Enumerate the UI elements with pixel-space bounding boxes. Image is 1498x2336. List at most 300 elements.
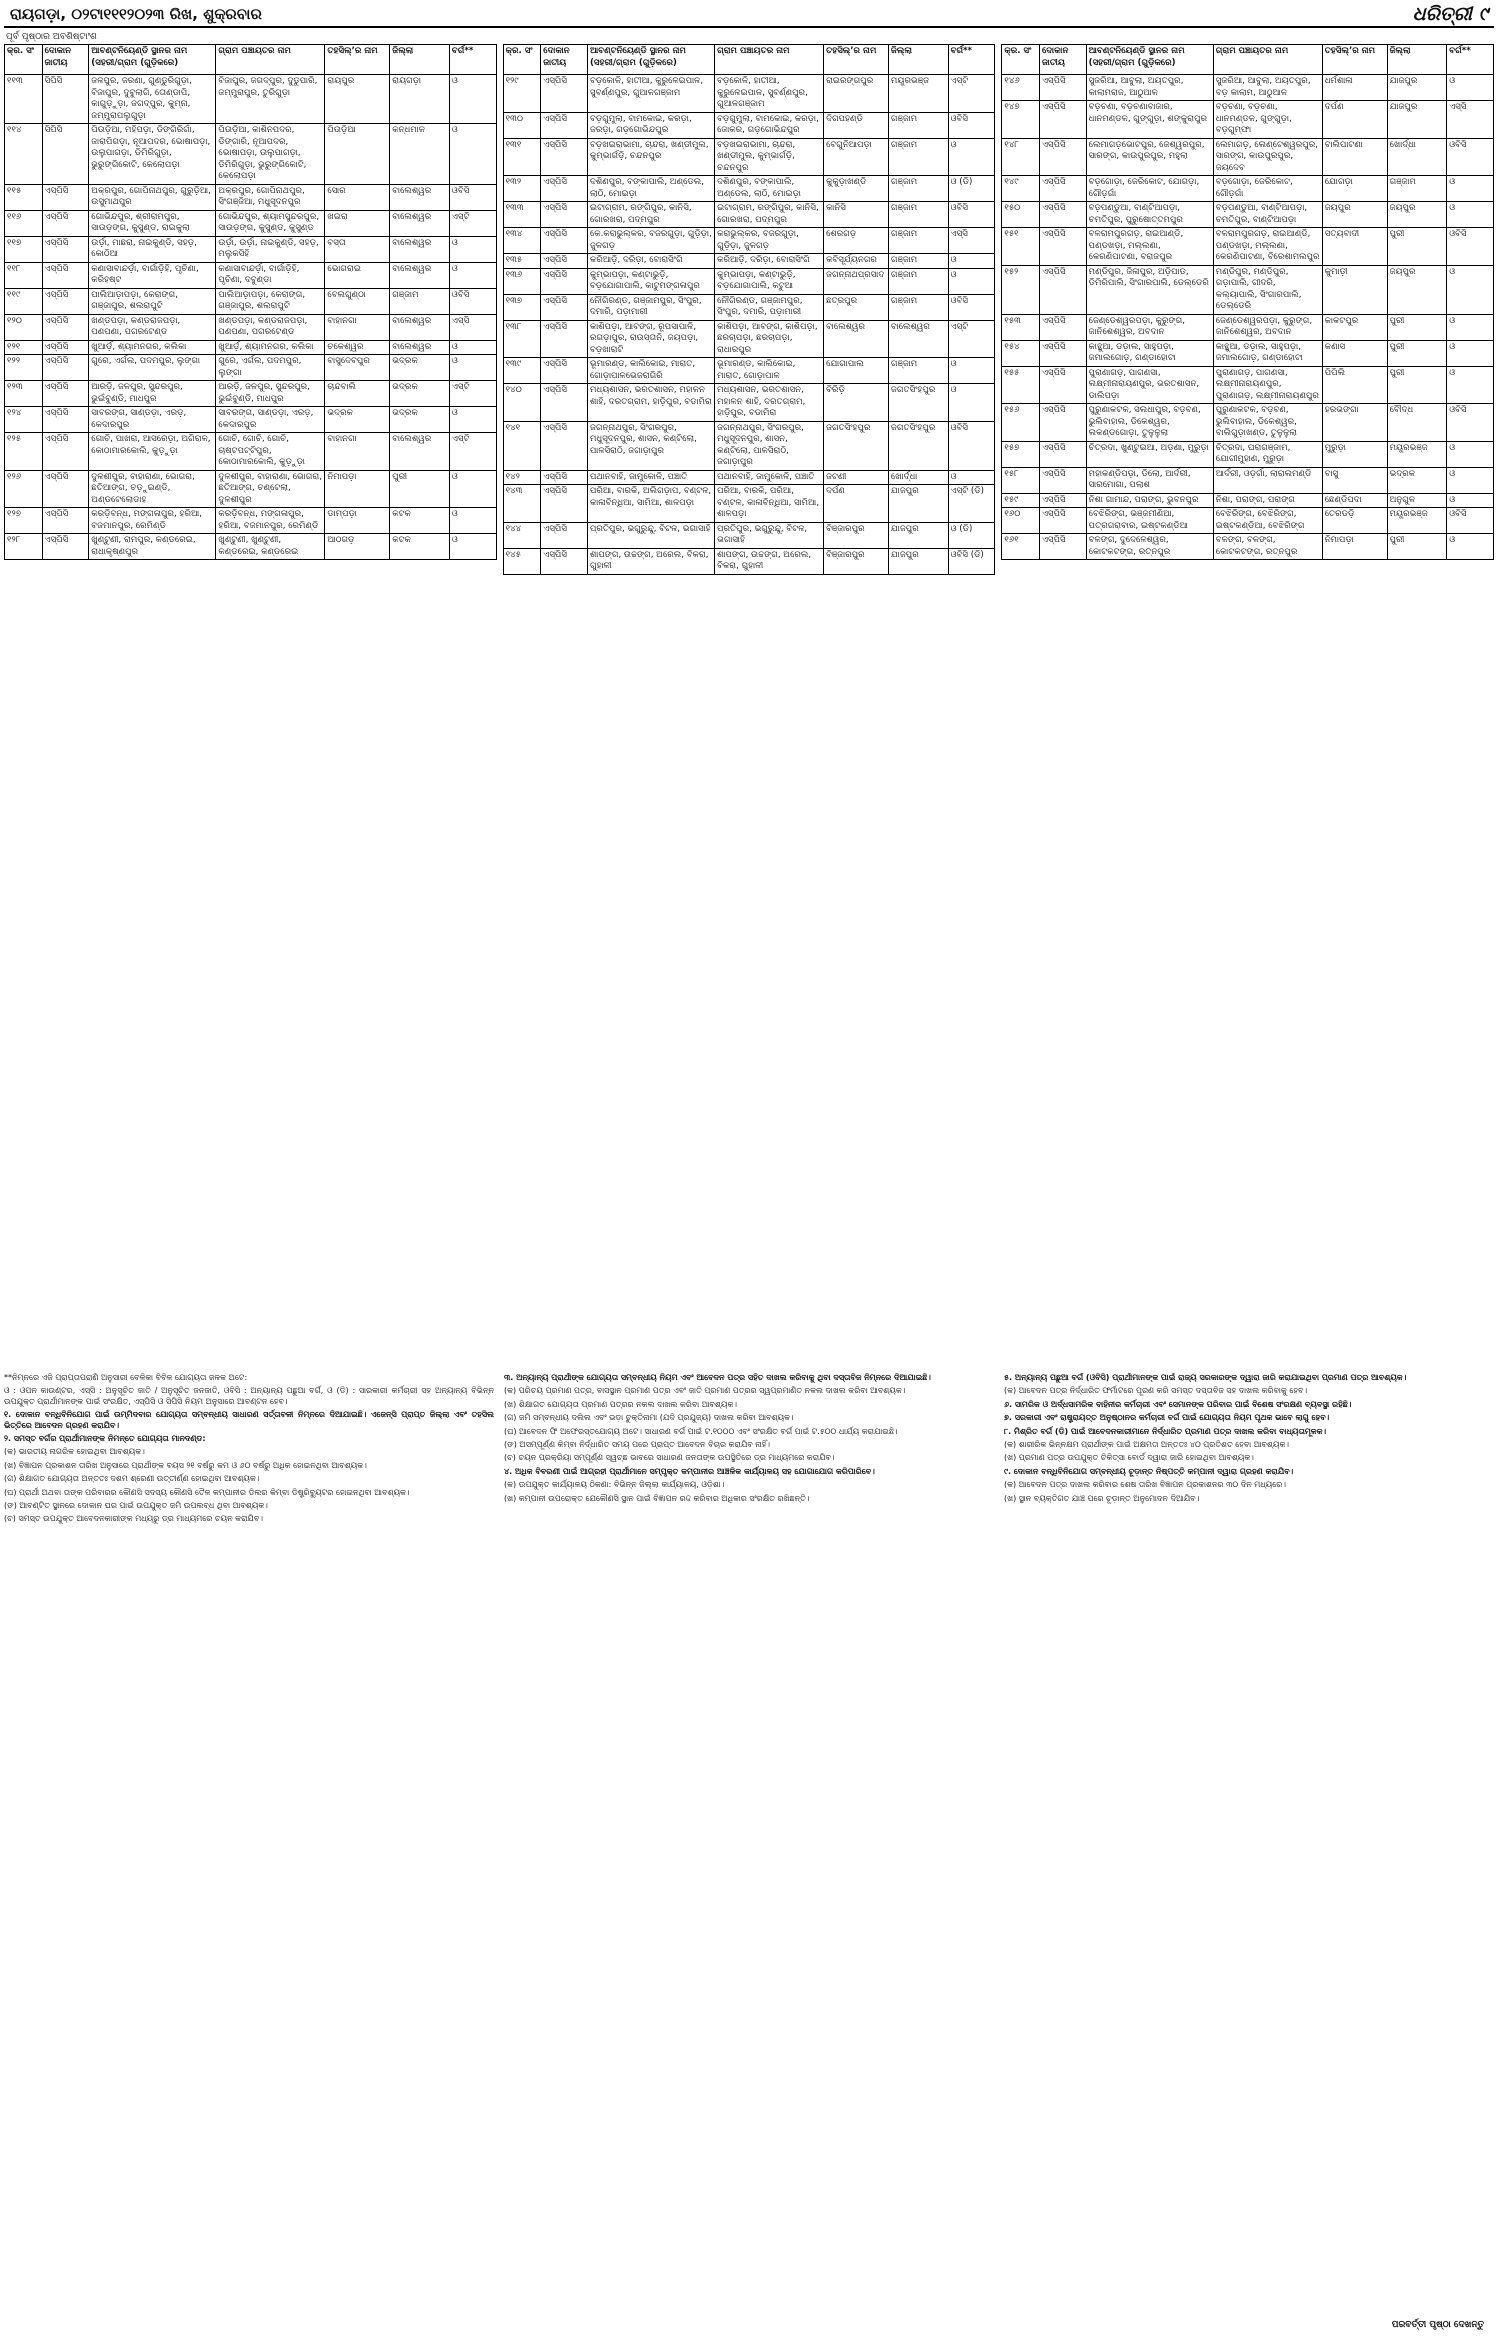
cell-type: ଏସ୍‌ପିସି	[42, 262, 89, 288]
cell-area: ପାଲିଆଡ଼ାପଡ଼ା, କେରାଙ୍ଗ, ଗଞ୍ଜାପୁର, ଶଲରାପୁଟି	[89, 288, 216, 314]
cell-district: ଜୟପୁର	[1387, 202, 1447, 228]
note-paragraph: ୫. ଅନ୍ୟାନ୍ୟ ପଛୁଆ ବର୍ଗ (ଓବିସି) ପ୍ରାର୍ଥୀମାନଙ୍କ ପାଇଁ ରାଜ୍ୟ ସରକାରଙ୍କ ଦ୍ୱାରା ଜାରି କରାଯାଇଥିବା ପ୍ରମାଣ ପତ୍ର ଆବଶ୍ୟକ।	[1004, 1373, 1407, 1382]
cell-tehsil: ଯୋଗଡ଼ା	[1322, 176, 1387, 202]
cell-area: ଗୁରେ, ଏର୍ଗଲ, ପଦମପୁର, ଲୁଙ୍ଗା	[89, 355, 216, 381]
cell-category: ଓ	[449, 340, 496, 355]
cell-sl: ୧୧୮	[5, 262, 43, 288]
column-header-tehsil: ତହସିଲ୍’ର ନାମ	[824, 45, 889, 75]
cell-gp: ଗୁରେ, ଏର୍ଗଲ, ପଦମପୁର, ଲୁଙ୍ଗା	[216, 355, 325, 381]
cell-sl: ୧୧୯	[5, 288, 43, 314]
table-row	[1002, 508, 1494, 534]
cell-type: ଏସ୍‌ପିସି	[42, 534, 89, 560]
table-body	[1002, 75, 1494, 560]
cell-district: କଟକ	[390, 534, 450, 560]
table-row	[503, 176, 995, 202]
cell-type: ଏସ୍‌ପିସି	[42, 184, 89, 210]
cell-sl: ୧୬୦	[1002, 508, 1040, 534]
column-header-gp: ଗ୍ରାମ ପଞ୍ଚାୟତର ନାମ	[216, 45, 325, 75]
note-paragraph: (ଚ) ସମସ୍ତ ଉପଯୁକ୍ତ ଆବେଦନକାରୀଙ୍କ ମଧ୍ୟରୁ ଡ୍ର ମାଧ୍ୟମରେ ଚୟନ କରାଯିବ।	[4, 1514, 263, 1524]
notes-column-1	[4, 1373, 494, 2325]
cell-category: ଓ	[1447, 340, 1494, 366]
cell-area: ଇଟାଗ୍ରାମ, ରଙ୍ଗିପୁର, କାନିସି, ଗୋରଖରା, ପଦ୍ମପୁର	[587, 202, 714, 228]
cell-gp: କଣାସାବାନ୍ଦର୍ଡ଼ା, ବାର୍ଗାଡ଼ିହି, ପୃଚିଣା, ଦବୁଣ୍ଡା	[216, 262, 325, 288]
cell-tehsil: ସୋର	[325, 184, 390, 210]
column-header-area: ଆବଣ୍ଟନିୟେଣ୍ଡି ସ୍ଥାନର ନାମ (ସହରୀ/ଗ୍ରାମ (ଗୁଡ଼ିକରେ)	[89, 45, 216, 75]
table-row	[1002, 366, 1494, 404]
cell-sl: ୧୫୦	[1002, 202, 1040, 228]
cell-category: ଏସ୍‌ଟି	[948, 320, 995, 358]
note-paragraph: (କ) ଶାରୀରିକ ଭିନ୍ନକ୍ଷମ ପ୍ରାର୍ଥୀଙ୍କ ପାଇଁ ଅକ୍ଷମତା ଅନ୍ତତଃ ୪୦ ପ୍ରତିଶତ ହେବା ଆବଶ୍ୟକ।	[1004, 1440, 1289, 1450]
cell-district: ଯାଜପୁର	[888, 485, 948, 523]
cell-district: ଖୋର୍ଦ୍ଧା	[1387, 138, 1447, 176]
cell-type: ଏସ୍‌ପିସି	[42, 236, 89, 262]
cell-category: ଓବିସି	[1447, 228, 1494, 266]
cell-gp: ଅକ୍ରପୁର, ଗୋପିନାଥପୁର, ସିଂଗଞ୍ଜିଆ, ମଧୁସୂଦନପୁର	[216, 184, 325, 210]
cell-gp: ଦଶିଣପୁର, ବଙ୍କାପାଲି, ଅଣ୍ଡେଲ, ଲାଠି, ମୋଇଡ଼ା	[715, 176, 824, 202]
note-paragraph: ଓ : ଓପନ କାଉଣ୍ଟର, ଏସ୍‌ସି : ଅନୁସୂଚିତ ଜାତି / ଅନୁସୂଚିତ ଜନଜାତି, ଓବିସି : ଅନ୍ୟାନ୍ୟ ପଛୁଆ ବର୍ଗ, ଓ (ଡି) : ସାରକାରୀ କର୍ମଚାରୀ ସହ ଅନ୍ୟାନ୍ୟ ବିଭିନ୍ନ ଉପଯୁକ୍ତ ପ୍ରାର୍ଥୀମାନଙ୍କ ପାଇଁ ସଂରକ୍ଷିତ, ଏସ୍‌ପିସି ଓ ସିପିସି ନିୟମ ଅନୁସାରେ ଆବଣ୍ଟନ ହେବ।	[4, 1386, 494, 1406]
cell-type: ଏସ୍‌ପିସି	[541, 294, 588, 320]
cell-type: ସିପିସି	[42, 124, 89, 185]
cell-category: ଏସ୍‌ସି	[449, 314, 496, 340]
cell-category: ଏସ୍‌ଟି	[449, 210, 496, 236]
cell-sl: ୧୪୪	[503, 522, 541, 548]
cell-category: ଓବିସି	[948, 294, 995, 320]
note-paragraph: **ନିମ୍ନରେ ଏଜି ପ୍ରାପ୍ତାପରାଣି ଅନୁସାରୀ ବେଳିକା ବିବିଳ ଯୋଗ୍ୟତା ଜଳକ ଅଟେ:	[4, 1373, 248, 1382]
table-header-row	[5, 45, 497, 75]
cell-tehsil: ଡାମ୍ପଡ଼ା	[325, 508, 390, 534]
cell-category: ଓ	[449, 508, 496, 534]
cell-sl: ୧୫୭	[1002, 441, 1040, 467]
dateline: ରାୟଗଡ଼ା, ୦୨ଟା୧୧୧୨୦୨୩ ରିଖ, ଶୁକ୍ରବାର	[10, 5, 262, 23]
column-header-district: ଜିଲ୍ଲା	[390, 45, 450, 75]
cell-tehsil: କୁକୁଡ଼ାଖଣ୍ଡି	[824, 176, 889, 202]
cell-gp: ବଳରାମପୁରଗଡ଼, ରାଇଆଣ୍ଡି, ପଣ୍ଡଖଡ଼ା, ମଲ୍ଲଣା, କେରଣିପାଟଣା, ବିରେଶାମଲପୁର	[1213, 228, 1322, 266]
cell-category: ଓ	[1447, 202, 1494, 228]
table-row	[1002, 493, 1494, 508]
cell-type: ଏସ୍‌ପିସି	[1039, 441, 1086, 467]
cell-gp: ଖୁଣ୍ଟୁଣୀ, ଖୁଣ୍ଟୁଣୀ, କଣ୍ଡରେଇ, କଣ୍ଡରେଇ	[216, 534, 325, 560]
column-header-area: ଆବଣ୍ଟନିୟେଣ୍ଡି ସ୍ଥାନର ନାମ (ସହରୀ/ଗ୍ରାମ (ଗୁଡ଼ିକରେ)	[587, 45, 714, 75]
cell-district: ପୁରୀ	[1387, 228, 1447, 266]
cell-tehsil: ବାସୁ	[1322, 467, 1387, 493]
table-row	[5, 210, 497, 236]
cell-tehsil: କବିସୂର୍ଯ୍ୟନଗର	[824, 254, 889, 269]
cell-type: ଏସ୍‌ପିସି	[42, 470, 89, 508]
cell-gp: ଖଣ୍ଡପଡ଼ା, କଣ୍ଡରାଜପଡ଼ା, ପଣପଣା, ପଗରଟେଣ୍ଡ	[216, 314, 325, 340]
cell-area: କରିଆଡ଼ି, ଦରିଡ଼ା, ବୋରାସିଂଗି	[587, 254, 714, 269]
column-header-tehsil: ତହସିଲ୍’ର ନାମ	[1322, 45, 1387, 75]
cell-gp: ଆର୍ଦରୀ, ଓଡ଼ର୍ଗା, ଲାରାଲମଣ୍ଡି	[1213, 467, 1322, 493]
cell-gp: ଲେମାଗଡ଼, ଲେଣ୍ଟେଶ୍ୱରପୁର, ସାରଙ୍ଗ, କାଉପୁରପୁର, ଜୟଦେବ	[1213, 138, 1322, 176]
cell-gp: ପାଲିଆଡ଼ାପଡ଼ା, କେରାଙ୍ଗ, ଗଞ୍ଜାପୁର, ଶଲରାପୁଟି	[216, 288, 325, 314]
cell-category: ଓ (ଡି)	[948, 522, 995, 548]
cell-district: କନ୍ଧମାଳ	[390, 124, 450, 185]
cell-tehsil: କାନିସି	[824, 202, 889, 228]
table-row	[1002, 138, 1494, 176]
cell-sl: ୧୫୫	[1002, 366, 1040, 404]
cell-sl: ୧୧୩	[5, 75, 43, 124]
cell-district: ଗଞ୍ଜାମ	[888, 268, 948, 294]
cell-district: ବାଲେଶ୍ୱର	[390, 340, 450, 355]
cell-category: ଏସ୍‌ସି	[948, 228, 995, 254]
column-header-category: ବର୍ଗ**	[948, 45, 995, 75]
table-row	[503, 485, 995, 523]
column-header-sl: କ୍ର. ସଂ	[503, 45, 541, 75]
cell-district: ଗଞ୍ଜାମ	[888, 358, 948, 384]
notes-column-2	[504, 1373, 994, 2325]
cell-district: କଟକ	[390, 508, 450, 534]
cell-sl: ୧୩୩	[503, 202, 541, 228]
cell-tehsil: ନିମାପଡ଼ା	[325, 470, 390, 508]
cell-category: ଏସ୍‌ଟି	[948, 75, 995, 113]
cell-type: ଏସ୍‌ପିସି	[1039, 265, 1086, 314]
cell-tehsil: ଛତ୍ରପୁର	[824, 294, 889, 320]
cell-type: ଏସ୍‌ପିସି	[1039, 101, 1086, 139]
cell-category: ଓ	[948, 358, 995, 384]
cell-type: ଏସ୍‌ପିସି	[1039, 534, 1086, 560]
cell-area: ବଳଙ୍ଗ, ଦୁଦେଳେଶ୍ୱର, କୋଟକଟଙ୍ଗ, ରତ୍ନପୁର	[1086, 534, 1213, 560]
cell-gp: ପଥାନବାହି, ଜାମୁକୋଳି, ପଞ୍ଚାତି	[715, 470, 824, 485]
note-paragraph: (ଗ) ଜମି ସମ୍ବନ୍ଧୀୟ ଦଲିଲ ଏବଂ ଭଡ଼ା ଚୁକ୍ତିନାମା (ଯଦି ପ୍ରଯୁଜ୍ୟ) ଦାଖଲ କରିବା ଆବଶ୍ୟକ।	[504, 1413, 794, 1423]
cell-type: ଏସ୍‌ପିସି	[541, 75, 588, 113]
column-header-category: ବର୍ଗ**	[1447, 45, 1494, 75]
table-row	[1002, 265, 1494, 314]
cell-category: ଓ	[948, 384, 995, 422]
cell-type: ଏସ୍‌ପିସି	[541, 176, 588, 202]
column-header-district: ଜିଲ୍ଲା	[1387, 45, 1447, 75]
cell-gp: କାନ୍ଥୁଆ, ଡଡ଼ାଲ, ସାହୁପଡ଼ା, ଜମାଲଗୋଡ଼, ଗଣ୍ଡାହୋଟା	[1213, 340, 1322, 366]
cell-district: ବୌଦ୍ଧ	[1387, 404, 1447, 442]
cell-category: ଓ	[1447, 467, 1494, 493]
table-row	[503, 548, 995, 574]
cell-type: ଏସ୍‌ପିସି	[1039, 366, 1086, 404]
cell-gp: ଦୁଳଶୀପୁର, ବାହାରାଣା, ଭୋଗରା, ଛତିଆଙ୍ଗ, ଚଣ୍ଟେଲା, ଦୁଳଶୀପୁର	[216, 470, 325, 508]
note-paragraph: ୧. ଦୋକାନ ବନ୍ଧିବିନିଯୋଗ ପାଇଁ ଉମ୍ମିଦବାର ଯୋଗ୍ୟତା ସମ୍ବନ୍ଧୀୟ ସାଧାରଣ ସର୍ତ୍ତାବଳୀ ନିମ୍ନରେ ଦିଆଯାଇଛି। ଏଜେନ୍ସି ପ୍ରାପ୍ତ ଜିଲ୍ଲା ଏବଂ ତହସିଲ ଭିତ୍ତିରେ ଆବେଦନ ଗ୍ରହଣ କରାଯିବ।	[4, 1410, 494, 1430]
cell-category: ଓ	[449, 407, 496, 433]
note-paragraph: ୬. ସାମରିକ ଓ ଅର୍ଦ୍ଧସାମରିକ ବାହିନୀର କର୍ମଚାରୀ ଏବଂ ସେମାନଙ୍କ ପରିବାର ପାଇଁ ବିଶେଷ ସଂରକ୍ଷଣ ବ୍ୟବସ୍ଥା ରହିଛି।	[1004, 1399, 1352, 1409]
cell-sl: ୧୨୧	[5, 340, 43, 355]
cell-gp: ସାବରଙ୍ଗ, ସାଣ୍ଡଡ଼ା, ଏରଡ଼, କେଦାରପୁର	[216, 407, 325, 433]
note-paragraph: (କ) ଭାରତୀୟ ନାଗରିକ ହୋଇଥିବା ଆବଶ୍ୟକ।	[4, 1447, 145, 1457]
table-row	[1002, 202, 1494, 228]
table-row	[1002, 404, 1494, 442]
cell-type: ଏସ୍‌ପିସି	[541, 548, 588, 574]
cell-sl: ୧୪୩	[503, 485, 541, 523]
table-row	[503, 202, 995, 228]
cell-type: ଏସ୍‌ପିସି	[1039, 176, 1086, 202]
dealership-tables	[4, 31, 1494, 1367]
table-column-3	[1001, 31, 1494, 1367]
column-header-type: ଦୋକାନ ଜାତୀୟ	[541, 45, 588, 75]
location-table	[4, 44, 497, 560]
table-row	[503, 470, 995, 485]
cell-sl: ୧୩୫	[503, 254, 541, 269]
cell-type: ଏସ୍‌ପିସି	[541, 268, 588, 294]
cell-district: ଭଦ୍ରକ	[390, 407, 450, 433]
cell-sl: ୧୨୪	[5, 407, 43, 433]
cell-district: ଗଞ୍ଜାମ	[888, 138, 948, 176]
table-row	[5, 508, 497, 534]
column-header-gp: ଗ୍ରାମ ପଞ୍ଚାୟତର ନାମ	[1213, 45, 1322, 75]
cell-tehsil: ହରଭଙ୍ଗା	[1322, 404, 1387, 442]
cell-sl: ୧୩୨	[503, 176, 541, 202]
table-row	[5, 124, 497, 185]
table-row	[1002, 467, 1494, 493]
cell-district: ଗଞ୍ଜାମ	[888, 294, 948, 320]
cell-tehsil: ଯୋଗାପାଲ	[824, 358, 889, 384]
cell-area: ଉର୍ଡ଼ା, ମାଛରା, ନାଇକୁଣ୍ଡି, ସହଡ଼, କୋଠିଆ	[89, 236, 216, 262]
cell-category: ଓବିସି	[1447, 508, 1494, 534]
cell-sl: ୧୩୦	[503, 112, 541, 138]
cell-category: ଏସ୍‌ସି	[1447, 101, 1494, 139]
table-row	[503, 522, 995, 548]
table-column-2	[503, 31, 996, 1367]
table-row	[1002, 314, 1494, 340]
cell-area: ପୁରାଣାଗଡ଼, ପାଗଣସା, ଲକ୍ଷ୍ମୀନାରାୟଣପୁର, ଭରତଶାସନ, ଡାଲିପଡ଼ା	[1086, 366, 1213, 404]
cell-district: ବାଲେଶ୍ୱର	[390, 210, 450, 236]
note-paragraph: ୮. ମିଶ୍ରିତ ବର୍ଗ (ଡି) ପାଇଁ ଆବେଦନକାରୀମାନେ ନିର୍ଦ୍ଧାରିତ ପ୍ରମାଣ ପତ୍ର ଦାଖଲ କରିବା ବାଧ୍ୟତାମୂଳକ।	[1004, 1426, 1327, 1436]
cell-area: ସାବରଙ୍ଗ, ସାଣ୍ଡଡ଼ା, ଏରଡ଼, କେଦାରପୁର	[89, 407, 216, 433]
cell-gp: ବଡ଼ଗୁମୁଲା, ବାମକୋଇ, କରଡ଼ା, ଜୋକର, ଗଡ଼ଗୋଭିନ୍ଦପୁର	[715, 112, 824, 138]
note-paragraph: (ଘ) ଆବେଦନ ଫି ଅଫେରସ୍ତଯୋଗ୍ୟ ଅଟେ। ସାଧାରଣ ବର୍ଗ ପାଇଁ ଟ.୧୦୦୦ ଏବଂ ସଂରକ୍ଷିତ ବର୍ଗ ପାଇଁ ଟ.୫୦୦ ଧାର୍ଯ୍ୟ କରାଯାଇଛି।	[504, 1426, 898, 1436]
cell-gp: ମଣ୍ଡିପୁର, ମଣ୍ଡିପୁର, ଗଡ଼ାପାଲି, ଗୀଦରି, କଲ୍ୟାପାଲି, ସିଂଗାରପାଲି, ଡେଲ୍ଡେରି	[1213, 265, 1322, 314]
cell-sl: ୧୨୭	[5, 508, 43, 534]
cell-tehsil: ରାୟପୁର	[325, 75, 390, 124]
cell-tehsil: ବାହାନଗା	[325, 314, 390, 340]
cell-tehsil: ବାଲିପାଟଣା	[1322, 138, 1387, 176]
cell-category: ଏସ୍‌ଟି (ଡି)	[948, 485, 995, 523]
table-row	[503, 320, 995, 358]
cell-sl: ୧୨୨	[5, 355, 43, 381]
column-header-sl: କ୍ର. ସଂ	[1002, 45, 1040, 75]
cell-area: ଗୋଭିନ୍ଦପୁର, ଶ୍ରୀରାମପୁର, ସାଉଡ଼ଙ୍ଗ, କୁସୁଣ୍ଡ, ରାଇକୁଲା	[89, 210, 216, 236]
cell-category: ଓ	[1447, 265, 1494, 314]
note-paragraph: (କ) ଆବେଦନ ପତ୍ର ନିର୍ଦ୍ଧାରିତ ଫର୍ମାଟରେ ପୂରଣ କରି ସମସ୍ତ ଦସ୍ତାବିଜ ସହ ଦାଖଲ କରିବାକୁ ହେବ।	[1004, 1386, 1308, 1396]
cell-type: ଏସ୍‌ପିସି	[1039, 493, 1086, 508]
cell-type: ଏସ୍‌ପିସି	[1039, 404, 1086, 442]
cell-tehsil: ବିରିଡ଼ି	[824, 384, 889, 422]
cell-tehsil: ବାହାନଗା	[325, 433, 390, 471]
cell-district: ଯାଜପୁର	[888, 522, 948, 548]
cell-area: ମଣ୍ଡିପୁର, ଜିଳାପୁର, ଅଡ଼ିପାଡ, ଡିମିରିପାଲି, ସିଂଗାରପାଲି, ଡେଲ୍ଡେରି	[1086, 265, 1213, 314]
cell-sl: ୧୧୬	[5, 210, 43, 236]
cell-area: ମହାକଣ୍ଡିପଡ଼ା, ଡିଲୋ, ଆର୍ଦରୀ, ସାରମୋଗା, ପଲାଶ	[1086, 467, 1213, 493]
cell-gp: କୁମ୍ଭାପଡ଼ା, କଣ୍ଟାଭୁଡ଼ି, ବଡ଼ଯୋଗାପାଲି, କଟୁଆ	[715, 268, 824, 294]
cell-sl: ୧୫୧	[1002, 228, 1040, 266]
cell-sl: ୧୫୪	[1002, 340, 1040, 366]
cell-tehsil: ବିଞ୍ଜାରପୁର	[824, 522, 889, 548]
cell-gp: ପ୍ରତିପୁର, ଭଗୁରୁନ୍ଦୁ, ବିଟଳ, ଭଗାସାହି	[715, 522, 824, 548]
table-row	[503, 228, 995, 254]
cell-tehsil: ଜଟଣୀ	[824, 470, 889, 485]
cell-sl: ୧୫୨	[1002, 265, 1040, 314]
cell-tehsil: ମୁରୁଡ଼ା	[1322, 441, 1387, 467]
cell-area: ବଳରାମପୁରଗଡ଼, ରାଇଆଣ୍ଡି, ପଣ୍ଡଖଡ଼ା, ମଲ୍ଲଣା, କେରଣିପାଟଣା, ବରାଜପୁର	[1086, 228, 1213, 266]
cell-gp: ଖୁଆର୍ଡ଼, ଶ୍ୟାମନଗର, କଲିକା	[216, 340, 325, 355]
note-paragraph: ୭. ସରକାରୀ ଏବଂ ରାଷ୍ଟ୍ରାୟତ୍ତ ଅନୁଷ୍ଠାନର କର୍ମଚାରୀ ବର୍ଗ ପାଇଁ ଯୋଗ୍ୟତା ନିୟମ ପୃଥକ ଭାବେ ଲାଗୁ ହେବ।	[1004, 1413, 1330, 1423]
cell-sl: ୧୩୬	[503, 268, 541, 294]
note-paragraph: (ଙ) ଅସମ୍ପୂର୍ଣ୍ଣ କିମ୍ବା ନିର୍ଦ୍ଧାରିତ ସମୟ ପରେ ପ୍ରାପ୍ତ ଆବେଦନ ବିଚାର କରାଯିବ ନାହିଁ।	[504, 1440, 770, 1450]
cell-tehsil: କୁମାଡ଼ୀ	[1322, 265, 1387, 314]
cell-category: ଓ	[948, 470, 995, 485]
cell-area: ବେଝିରିଙ୍ଗ, ଭଞ୍ଜମୀଣିଆ, ପତ୍ରଗରାବାର, ଇଷ୍ଟକଣ୍ଡିଆ	[1086, 508, 1213, 534]
note-paragraph: (ଖ) ସ୍ଥାନ ବ୍ୟକ୍ତିଗତ ଯାଞ୍ଚ ପରେ ଚୂଡ଼ାନ୍ତ ଅନୁମୋଦନ ଦିଆଯିବ।	[1004, 1493, 1200, 1503]
cell-category: ଓ	[449, 262, 496, 288]
cell-district: ରାୟଗଡ଼ା	[390, 75, 450, 124]
cell-gp: ପୁରୁଣାକଟକ, ବଡ଼ବଣ, ଭୁଲିବାହାଲ, ଡିକେଶ୍ୱର, ବାଲିଗୁଡ଼ାଖଣ୍ଡ, ତୁଳୁଳୁଲା	[1213, 404, 1322, 442]
cell-area: ଜଳପୁର, ଜରଣା, ଗୁଣ୍ଡୁରିଗୁଡ଼ା, ବିଜାପୁର, ଦୁବୁଲାଗି, ତୋଣ୍ଡାପି, କାଗୁଡ଼ୁଡ଼ା, ଜଗଦ୍ପୁର, କୁମ୍ନା, ଜମ୍ମୁରାପଲୁଗୁଡ଼ା	[89, 75, 216, 124]
table-row	[1002, 101, 1494, 139]
cell-category: ଓ	[449, 534, 496, 560]
table-row	[5, 184, 497, 210]
cell-category: ଓ	[449, 355, 496, 381]
cell-tehsil: ବିଞ୍ଜାରପୁର	[824, 548, 889, 574]
cell-district: ଯାଜପୁର	[888, 548, 948, 574]
column-header-area: ଆବଣ୍ଟନିୟେଣ୍ଡି ସ୍ଥାନର ନାମ (ସହରୀ/ଗ୍ରାମ (ଗୁଡ଼ିକରେ)	[1086, 45, 1213, 75]
cell-area: ବଡ଼ପଣ୍ଡୁଆ, ବାଣ୍ଟିଆପଡ଼ା, ଚମତିପୁର, ପୁରୁଷୋତ୍ତମପୁର	[1086, 202, 1213, 228]
notes-column-3	[1004, 1373, 1494, 2325]
cell-type: ଏସ୍‌ପିସି	[42, 288, 89, 314]
table-row	[503, 112, 995, 138]
cell-area: ଖୁଣ୍ଟୁଣୀ, ରାମପୁର, କଣ୍ଡରେଇ, ରାଧାକୃଷ୍ଣପୁର	[89, 534, 216, 560]
table-row	[5, 236, 497, 262]
cell-sl: ୧୧୪	[5, 124, 43, 185]
cell-sl: ୧୩୪	[503, 228, 541, 254]
cell-category: ଓ	[948, 268, 995, 294]
table-row	[1002, 534, 1494, 560]
cell-gp: ଶାପଙ୍ଗ, ଉଚ୍ଚଙ୍ଗ, ଅରେଲ, ବିକରା, ଗୁହାଳୀ	[715, 548, 824, 574]
cell-gp: କରଡ଼ିବନ୍ଧ, ମଙ୍ଗଳାପୁର, ହରିଆ, ବଜମାନପୁର, ରେମିଣ୍ଡି	[216, 508, 325, 534]
cell-tehsil: ଚାନ୍ଦବାଲି	[325, 381, 390, 407]
cell-district: ଯାଜପୁର	[1387, 75, 1447, 101]
cell-type: ଏସ୍‌ପିସି	[42, 508, 89, 534]
cell-sl: ୧୨୬	[5, 470, 43, 508]
cell-gp: ନୌଗିରଣ୍ଡ, ଗଞ୍ଜାମପୁର, ସିଂପୁର, ଦମାରି, ପଡ଼ାମାରୀ	[715, 294, 824, 320]
cell-gp: ପୁରାଣାଗଡ଼, ପାଗଣସା, ଲକ୍ଷ୍ମୀନାରାୟଣପୁର, ପୁରାଣାଗଡ଼, ଲକ୍ଷ୍ମୀନାରାୟଣପୁର	[1213, 366, 1322, 404]
cell-district: ଜୟପୁର	[1387, 265, 1447, 314]
cell-type: ଏସ୍‌ପିସି	[541, 254, 588, 269]
cell-type: ଏସ୍‌ପିସି	[1039, 508, 1086, 534]
cell-district: ଗଞ୍ଜାମ	[888, 228, 948, 254]
cell-category: ଓ	[1447, 534, 1494, 560]
cell-type: ଏସ୍‌ପିସି	[1039, 75, 1086, 101]
table-body	[503, 75, 995, 575]
cell-gp: ବଡ଼ଖଇରାଭାମା, ଚାନ୍ଦରା, ଖଣ୍ଡୀମୁଲ, କୁମ୍ଭାର୍ଗଡ଼ି, ଚନ୍ଦନପୁର	[715, 138, 824, 176]
cell-category: ଓ	[948, 138, 995, 176]
cell-category: ଓ	[1447, 75, 1494, 101]
cell-sl: ୧୪୧	[503, 421, 541, 470]
cell-gp: ବଡ଼କୋଳି, ହାତୀଆ, କୁରୁଳେଇପାଳ, ସୁବର୍ଣ୍ଣପୁର, ଗୁଆଳଗଞ୍ଜାମ	[715, 75, 824, 113]
cell-gp: ବଡ଼ଗୋଡ଼ା, ଜେରିକୋଟ, ଗୌଡ଼ଗାଁ	[1213, 176, 1322, 202]
cell-area: କଣାସାବାନ୍ଦର୍ଡ଼ା, ବାର୍ଗାଡ଼ିହି, ପୃଚିଣା, କରିହଷ୍ଟ	[89, 262, 216, 288]
cell-category: ଓ	[449, 236, 496, 262]
cell-tehsil: ଛେଣ୍ଡିପଦା	[1322, 493, 1387, 508]
continued-note: ପରବର୍ତ୍ତୀ ପୃଷ୍ଠା ଦେଖନ୍ତୁ	[1391, 2320, 1484, 2330]
cell-category: ଓ (ଡି)	[948, 176, 995, 202]
cell-gp: ପିଉଡ଼ିଆ, କାଶିନପଦର, ଡିଙ୍ଗାରି, ନୂଆପଦର, ଭୋଷାପଡ଼ା, ଉଲୁପାଗଡ଼ା, ଡିମିରିଗୁଡ଼ା, ଭୁରୁଙ୍ଗିକୋଟି, କେଲୋପଡ଼ା	[216, 124, 325, 185]
cell-type: ଏସ୍‌ପିସି	[42, 407, 89, 433]
note-paragraph: (କ) ପରିଚୟ ପ୍ରମାଣ ପତ୍ର, ବାସସ୍ଥାନ ପ୍ରମାଣ ପତ୍ର ଏବଂ ଜାତି ପ୍ରମାଣ ପତ୍ରର ସ୍ୱପ୍ରମାଣିତ ନକଲ ଦାଖଲ କରିବା ଆବଶ୍ୟକ।	[504, 1386, 906, 1396]
cell-sl: ୧୪୬	[1002, 75, 1040, 101]
cell-district: ବାଲେଶ୍ୱର	[390, 184, 450, 210]
table-row	[503, 268, 995, 294]
masthead	[4, 2, 1494, 28]
cell-type: ଏସ୍‌ପିସି	[541, 112, 588, 138]
cell-sl: ୧୨୦	[5, 314, 43, 340]
cell-sl: ୧୩୧	[503, 138, 541, 176]
cell-tehsil: ଭୋଗରାଇ	[325, 262, 390, 288]
cell-district: ପୁରୀ	[1387, 534, 1447, 560]
terms-and-conditions	[4, 1373, 1494, 2325]
cell-district: ପୁରୀ	[1387, 366, 1447, 404]
cell-district: ଖୋର୍ଦ୍ଧା	[888, 470, 948, 485]
note-paragraph: ୩. ଅନ୍ୟାନ୍ୟ ପ୍ରାର୍ଥୀଙ୍କ ଯୋଗ୍ୟତା ସମ୍ବନ୍ଧୀୟ ନିୟମ ଏବଂ ଆବେଦନ ପତ୍ର ସହିତ ଦାଖଲ କରିବାକୁ ଥିବା ଦସ୍ତାବିଜ ନିମ୍ନରେ ଦିଆଯାଇଛି।	[504, 1373, 931, 1382]
cell-area: ଖୁଆର୍ଡ଼, ଶ୍ୟାମନଗର, କଲିକା	[89, 340, 216, 355]
table-row	[503, 294, 995, 320]
table-row	[503, 384, 995, 422]
cell-tehsil: ରାଇରଙ୍ଗପୁର	[824, 75, 889, 113]
note-paragraph: (ଙ) ଆବଣ୍ଟିତ ସ୍ଥାନରେ ଦୋକାନ ଘର ପାଇଁ ଉପଯୁକ୍ତ ଜମି ଉପଲବ୍ଧ ଥିବା ଆବଶ୍ୟକ।	[4, 1501, 268, 1511]
table-row	[5, 534, 497, 560]
cell-gp: ବେଝିରିଙ୍ଗ, ବେଝିରିଙ୍ଗ, ଇଷ୍ଟକଣ୍ଡିଆ, ବେଝିରିଙ୍ଗ	[1213, 508, 1322, 534]
cell-area: କେ.କରାଭୁଲ୍କର, ବଜରଗୁଡ଼ା, ଗୁଡ଼ିଡ଼ା, ଜୁଳଗଡ଼	[587, 228, 714, 254]
table-row	[503, 254, 995, 269]
column-header-tehsil: ତହସିଲ୍’ର ନାମ	[325, 45, 390, 75]
cell-gp: କରାଭୁଲ୍କର, ବଜରଗୁଡ଼ା, ଗୁଡ଼ିଡ଼ା, ଜୁଳଗଡ଼	[715, 228, 824, 254]
cell-area: ଦୁଳଶୀପୁର, ବାହାରାଣା, ଭୋଗରା, ଛତିଆଙ୍ଗ, ଚଡ଼ୁଇଣ୍ଡି, ଅଣ୍ଡଟେଲୋଡାହ	[89, 470, 216, 508]
cell-type: ଏସ୍‌ପିସି	[1039, 202, 1086, 228]
cell-sl: ୧୪୨	[503, 470, 541, 485]
cell-sl: ୧୫୮	[1002, 467, 1040, 493]
cell-category: ଓ	[449, 75, 496, 124]
cell-gp: ବିଜାପୁର, ଜଗଦ୍ପୁର, ଦୁଡୁପାରି, ଜମ୍ମୁରାପୁର, ତୁରିଗୁଡ଼ା	[216, 75, 325, 124]
table-row	[5, 75, 497, 124]
table-row	[503, 421, 995, 470]
cell-area: କୁମ୍ଭାପଡ଼ା, କଣ୍ଟାଭୁଡ଼ି, ବଡ଼ଯୋଗାପାଲି, କାଟୁମଙ୍ଗଳାପୁର	[587, 268, 714, 294]
cell-gp: ବଡ଼ଚଣା, ବଡ଼ଚଣା, ଧାନମଣ୍ଡଳ, ଗୁଙ୍ଗୁଡ଼ା, ବଡ଼ଗୁମ୍ଫା	[1213, 101, 1322, 139]
cell-type: ଏସ୍‌ପିସି	[1039, 228, 1086, 266]
cell-district: ମୟୂରଭଞ୍ଜ	[1387, 441, 1447, 467]
cell-type: ଏସ୍‌ପିସି	[541, 202, 588, 228]
cell-type: ଏସ୍‌ପିସି	[1039, 138, 1086, 176]
table-row	[5, 314, 497, 340]
cell-tehsil: ପିଉଡ଼ିଆ	[325, 124, 390, 185]
newspaper-page	[0, 2, 1498, 2336]
cell-tehsil: ବାଲେଶ୍ୱର	[824, 320, 889, 358]
cell-type: ଏସ୍‌ପିସି	[42, 340, 89, 355]
table-column-1	[4, 31, 497, 1367]
table-body	[5, 75, 497, 560]
table-row	[1002, 176, 1494, 202]
cell-gp: କରିଆଡ଼ି, ଦରିଡ଼ା, ବୋରାସିଂଗି	[715, 254, 824, 269]
column-header-category: ବର୍ଗ**	[449, 45, 496, 75]
cell-sl: ୧୨୮	[5, 534, 43, 560]
cell-district: ପୁରୀ	[390, 470, 450, 508]
cell-district: ବାଲେଶ୍ୱର	[390, 262, 450, 288]
cell-area: ସୁଜରିଆ, ଆବୁଲା, ଅୟତପୁର, କାଲାମରାଜ, ଆଠୁଆଳ	[1086, 75, 1213, 101]
cell-tehsil: ଦର୍ପଣ	[1322, 101, 1387, 139]
cell-sl: ୧୪୯	[1002, 176, 1040, 202]
cell-area: ଶାପଙ୍ଗ, ଉଚ୍ଚଙ୍ଗ, ଅରେଲ, ବିକରା, ଗୁହାଳୀ	[587, 548, 714, 574]
note-paragraph: ୪. ଅଧିକ ବିବରଣୀ ପାଇଁ ଆଗ୍ରହୀ ପ୍ରାର୍ଥୀମାନେ ସମ୍ପୃକ୍ତ କମ୍ପାନୀର ଆଞ୍ଚଳିକ କାର୍ଯ୍ୟାଳୟ ସହ ଯୋଗାଯୋଗ କରିପାରିବେ।	[504, 1466, 875, 1476]
cell-category: ଓ	[1447, 176, 1494, 202]
cell-tehsil: କଣାସ	[1322, 340, 1387, 366]
table-row	[5, 288, 497, 314]
cell-category: ଓବିସି (ଡି)	[948, 548, 995, 574]
cell-sl: ୧୩୭	[503, 294, 541, 320]
cell-gp: ବଡ଼ପଣ୍ଡୁଆ, ବାଣ୍ଟିଆପଡ଼ା, ଚମତିପୁର, ବାଣ୍ଟିଆପଡ଼ା	[1213, 202, 1322, 228]
cell-district: ମୟୂରଭଞ୍ଜ	[1387, 508, 1447, 534]
